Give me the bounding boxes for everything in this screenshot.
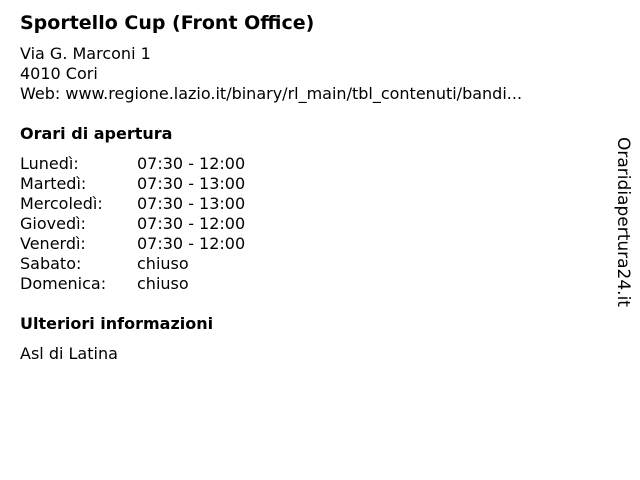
hours-time: 07:30 - 12:00 <box>137 154 246 173</box>
hours-row <box>20 254 245 274</box>
hours-row <box>20 174 245 194</box>
further-info-heading: Ulteriori informazioni <box>20 314 214 333</box>
hours-row <box>20 154 245 174</box>
hours-day: Sabato: <box>20 254 82 273</box>
hours-time: 07:30 - 13:00 <box>137 174 246 193</box>
web-line <box>20 84 522 104</box>
hours-day: Mercoledì: <box>20 194 103 213</box>
opening-hours-table <box>20 154 245 294</box>
hours-day: Martedì: <box>20 174 87 193</box>
hours-row <box>20 214 245 234</box>
address-block <box>20 44 522 104</box>
street-address: Via G. Marconi 1 <box>20 44 151 63</box>
web-label: Web: <box>20 84 61 103</box>
hours-time: 07:30 - 13:00 <box>137 194 246 213</box>
hours-time: chiuso <box>137 274 189 293</box>
hours-row <box>20 194 245 214</box>
hours-row <box>20 274 245 294</box>
hours-day: Giovedì: <box>20 214 86 233</box>
opening-hours-heading: Orari di apertura <box>20 124 173 143</box>
site-brand: Oraridiapertura24.it <box>613 137 633 307</box>
hours-day: Domenica: <box>20 274 107 293</box>
hours-day: Lunedì: <box>20 154 79 173</box>
further-info-text: Asl di Latina <box>20 344 118 363</box>
hours-time: chiuso <box>137 254 189 273</box>
web-link[interactable]: www.regione.lazio.it/binary/rl_main/tbl_contenuti/bandi... <box>65 84 523 103</box>
city-line: 4010 Cori <box>20 64 98 83</box>
hours-day: Venerdì: <box>20 234 86 253</box>
hours-time: 07:30 - 12:00 <box>137 234 246 253</box>
page-title: Sportello Cup (Front Office) <box>20 12 315 34</box>
hours-row <box>20 234 245 254</box>
hours-time: 07:30 - 12:00 <box>137 214 246 233</box>
